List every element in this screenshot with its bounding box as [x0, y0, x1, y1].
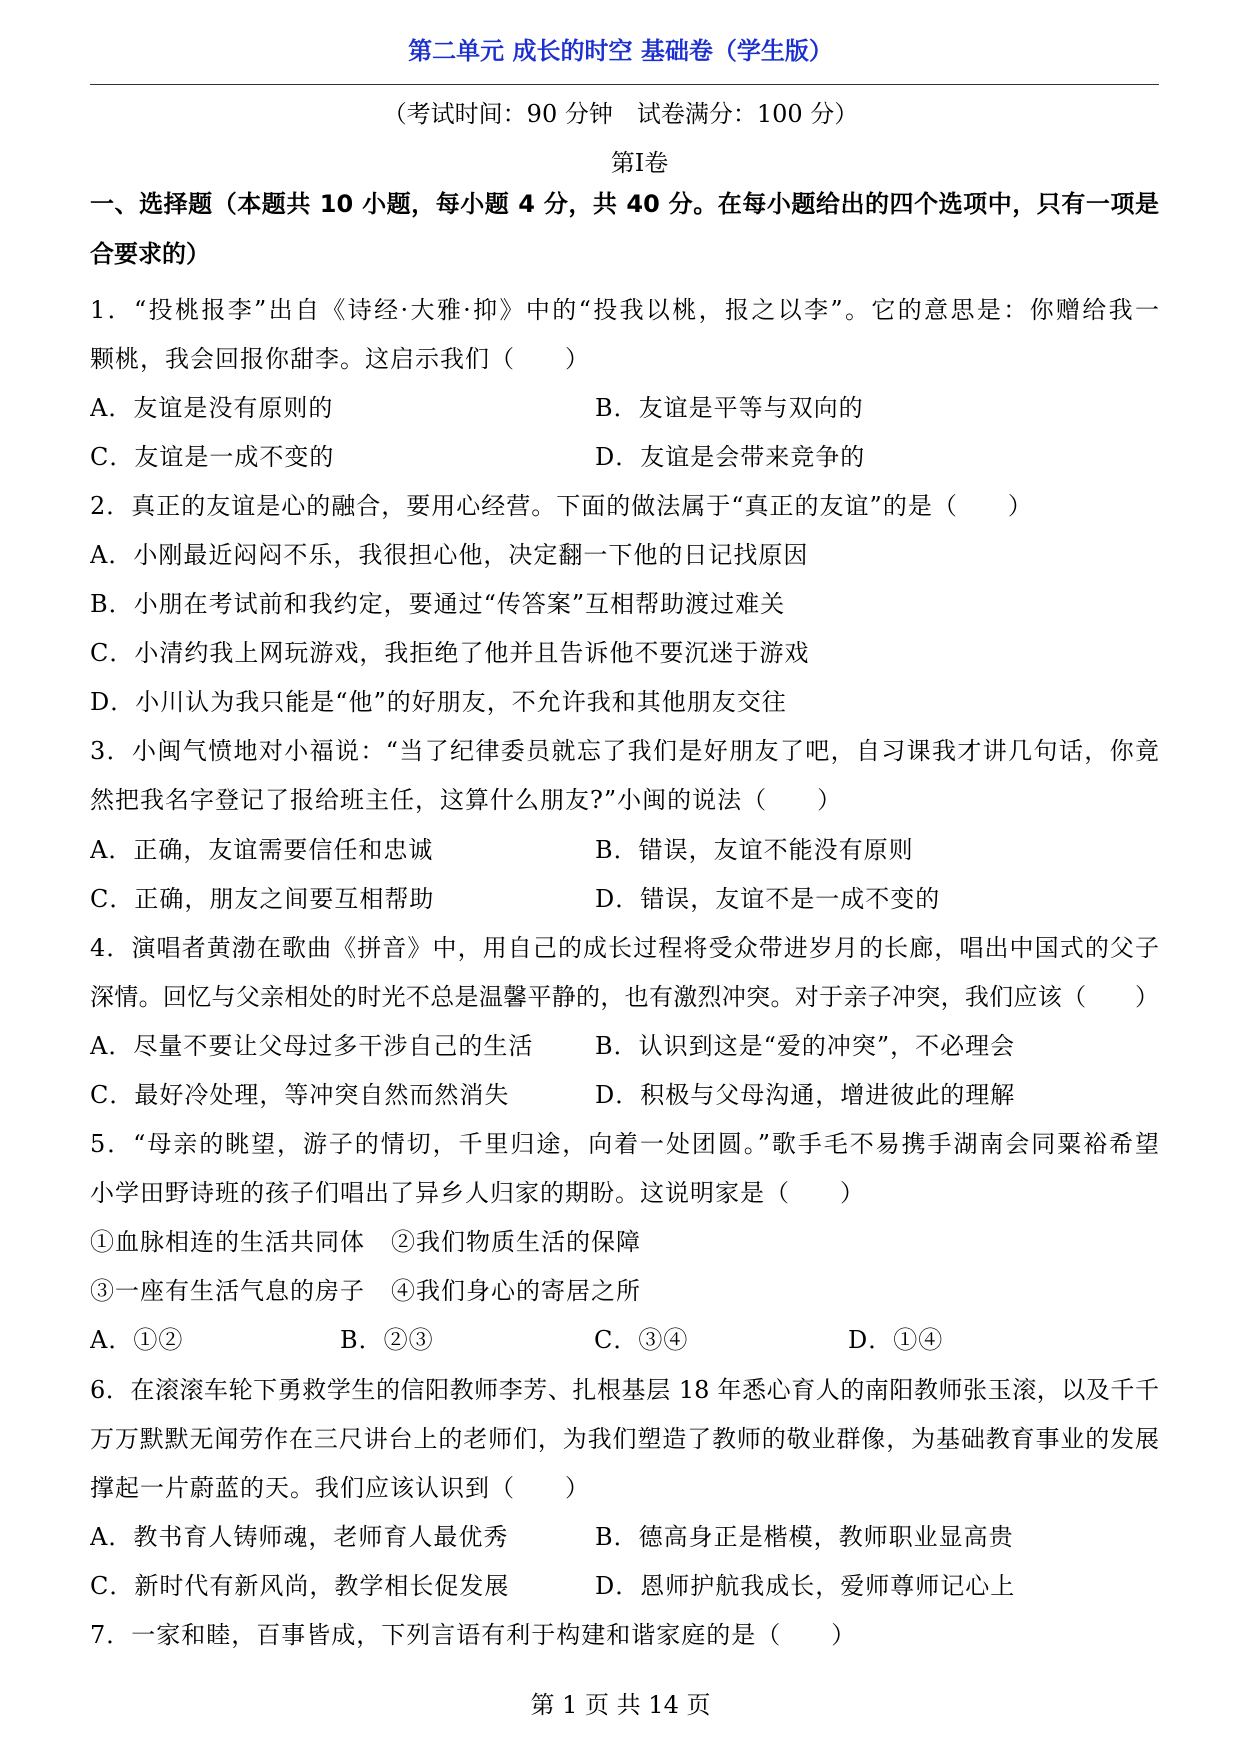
option-label: C． [90, 1571, 135, 1600]
question-stem-line: 小学田野诗班的孩子们唱出了异乡人归家的期盼。这说明家是（ ） [90, 1179, 865, 1208]
options-row [90, 875, 1159, 924]
question-7 [90, 1611, 1159, 1660]
options-row [90, 826, 1159, 875]
question-number: 7． [90, 1621, 132, 1650]
option-label: A． [90, 540, 134, 569]
option-label: C． [90, 1081, 135, 1109]
page-footer: 第 1 页 共 14 页 [530, 1691, 711, 1719]
option-d [90, 678, 1159, 727]
option-text: 德高身正是楷模，教师职业显高贵 [638, 1522, 1014, 1551]
option-label: B． [90, 590, 134, 619]
option-label: B． [595, 1031, 639, 1060]
statement-4: ④我们身心的寄居之所 [391, 1277, 641, 1306]
option-label: B． [595, 393, 639, 422]
option-c [90, 875, 595, 924]
option-label: D． [848, 1326, 894, 1355]
option-label: D． [595, 1081, 641, 1109]
option-c [90, 629, 1159, 678]
option-a [90, 1022, 595, 1071]
option-text: 小川认为我只能是“他”的好朋友，不允许我和其他朋友交往 [135, 688, 787, 717]
options-row [90, 433, 1159, 482]
question-number: 2． [90, 491, 132, 520]
question-stem-line [90, 727, 1159, 776]
option-label: C． [90, 442, 135, 471]
option-label: C． [90, 884, 135, 913]
question-stem-line: 万万默默无闻劳作在三尺讲台上的老师们，为我们塑造了教师的敬业群像，为基础教育事业的发展 [90, 1424, 1159, 1453]
question-stem-text: 真正的友谊是心的融合，要用心经营。下面的做法属于“真正的友谊”的是（ ） [131, 491, 1033, 520]
question-list [90, 286, 1159, 1661]
option-a [90, 384, 595, 433]
option-text: 小刚最近闷闷不乐，我很担心他，决定翻一下他的日记找原因 [133, 540, 809, 569]
option-text: 新时代有新风尚，教学相长促发展 [134, 1571, 510, 1600]
option-d [595, 1071, 1159, 1120]
header-divider [90, 84, 1159, 85]
question-1 [90, 286, 1159, 482]
option-d [595, 433, 1159, 482]
option-text: 错误，友谊不是一成不变的 [640, 884, 941, 913]
question-stem-line: 深情。回忆与父亲相处的时光不总是温馨平静的，也有激烈冲突。对于亲子冲突，我们应该（ ） [90, 982, 1159, 1011]
option-text: 认识到这是“爱的冲突”，不必理会 [638, 1031, 1016, 1060]
question-stem-line: 然把我名字登记了报给班主任，这算什么朋友?”小闽的说法（ ） [90, 786, 843, 815]
option-text: ③④ [638, 1326, 689, 1355]
option-label: D． [595, 1571, 641, 1600]
question-stem-text: 小闽气愤地对小福说：“当了纪律委员就忘了我们是好朋友了吧，自习课我才讲几句话，你竟 [132, 737, 1159, 766]
question-stem-line: 撑起一片蔚蓝的天。我们应该认识到（ ） [90, 1473, 590, 1502]
question-stem-text: 一家和睦，百事皆成，下列言语有利于构建和谐家庭的是（ ） [131, 1621, 857, 1650]
options-row [90, 1562, 1159, 1611]
option-text: ①② [133, 1326, 184, 1355]
question-stem-text: “母亲的眺望，游子的情切，千里归途，向着一处团圆。”歌手毛不易携手湖南会同粟裕希望 [133, 1130, 1159, 1159]
option-text: 正确，友谊需要信任和忠诚 [133, 835, 434, 864]
option-a [90, 826, 595, 875]
option-text: 积极与父母沟通，增进彼此的理解 [640, 1081, 1016, 1109]
option-label: C． [594, 1326, 639, 1355]
option-a [90, 1513, 595, 1562]
statement-2: ②我们物质生活的保障 [391, 1228, 641, 1257]
question-stem-text: 在滚滚车轮下勇救学生的信阳教师李芳、扎根基层 18 年悉心育人的南阳教师张玉滚，以及千千 [130, 1375, 1159, 1404]
question-3 [90, 727, 1159, 923]
option-text: 小朋在考试前和我约定，要通过“传答案”互相帮助渡过难关 [133, 590, 786, 619]
option-label: D． [90, 688, 136, 717]
option-text: 友谊是没有原则的 [133, 393, 334, 422]
option-text: 友谊是平等与双向的 [638, 393, 864, 422]
option-c [594, 1316, 848, 1365]
question-section [90, 179, 1159, 1660]
statement-1: ①血脉相连的生活共同体 [90, 1228, 365, 1257]
question-stem-line [90, 924, 1159, 973]
option-text: 友谊是会带来竞争的 [640, 442, 866, 471]
option-d [595, 875, 1159, 924]
question-stem-line [90, 286, 1159, 335]
option-label: C． [90, 639, 135, 668]
option-label: D． [595, 884, 641, 913]
question-number: 5． [90, 1130, 134, 1159]
option-b [595, 384, 1159, 433]
option-d [595, 1562, 1159, 1611]
option-text: 尽量不要让父母过多干涉自己的生活 [133, 1031, 534, 1060]
question-stem-line [90, 1120, 1159, 1169]
option-text: 最好冷处理，等冲突自然而然消失 [134, 1081, 510, 1109]
question-stem-line: 颗桃，我会回报你甜李。这启示我们（ ） [90, 344, 590, 373]
option-label: B． [595, 1522, 639, 1551]
option-label: B． [340, 1326, 384, 1355]
question-4 [90, 924, 1159, 1120]
option-b [595, 826, 1159, 875]
question-2 [90, 482, 1159, 727]
question-stem-line [90, 1366, 1159, 1415]
question-5 [90, 1120, 1159, 1365]
option-b [595, 1513, 1159, 1562]
option-text: 小清约我上网玩游戏，我拒绝了他并且告诉他不要沉迷于游戏 [134, 639, 810, 668]
option-a [90, 531, 1159, 580]
question-stem-line [90, 482, 1159, 531]
section-heading-continued: 合要求的） [90, 240, 210, 268]
options-row [90, 1071, 1159, 1120]
option-b [90, 580, 1159, 629]
question-stem-text: 演唱者黄渤在歌曲《拼音》中，用自己的成长过程将受众带进岁月的长廊，唱出中国式的父子 [131, 933, 1159, 962]
option-text: 错误，友谊不能没有原则 [638, 835, 914, 864]
option-label: A． [90, 1031, 134, 1060]
question-number: 4． [90, 933, 132, 962]
option-text: 恩师护航我成长，爱师尊师记心上 [640, 1571, 1016, 1600]
statement-3: ③一座有生活气息的房子 [90, 1277, 365, 1306]
option-label: D． [595, 442, 641, 471]
statements-row [90, 1218, 1159, 1267]
option-text: ②③ [383, 1326, 434, 1355]
option-text: 正确，朋友之间要互相帮助 [134, 884, 435, 913]
option-text: 教书育人铸师魂，老师育人最优秀 [133, 1522, 509, 1551]
option-c [90, 433, 595, 482]
question-stem-text: “投桃报李”出自《诗经·大雅·抑》中的“投我以桃，报之以李”。它的意思是：你赠给我一 [134, 295, 1159, 324]
option-b [340, 1316, 594, 1365]
document-title: 第二单元 成长的时空 基础卷（学生版） [408, 37, 833, 65]
options-row [90, 1316, 1159, 1365]
option-label: B． [595, 835, 639, 864]
option-d [848, 1316, 1159, 1365]
option-label: A． [90, 1326, 134, 1355]
question-number: 1． [90, 295, 134, 324]
question-6 [90, 1366, 1159, 1611]
option-a [90, 1316, 340, 1365]
option-b [595, 1022, 1159, 1071]
option-text: ①④ [893, 1326, 944, 1355]
options-row [90, 1022, 1159, 1071]
question-number: 3． [90, 737, 133, 766]
exam-info: （考试时间：90 分钟 试卷满分：100 分） [382, 100, 859, 128]
option-c [90, 1562, 595, 1611]
question-number: 6． [90, 1375, 131, 1404]
volume-label: 第I卷 [610, 149, 669, 177]
options-row [90, 1513, 1159, 1562]
option-c [90, 1071, 595, 1120]
option-text: 友谊是一成不变的 [134, 442, 335, 471]
section-heading: 一、选择题（本题共 10 小题，每小题 4 分，共 40 分。在每小题给出的四个选项中，只有一项是 [90, 190, 1159, 218]
option-label: A． [90, 393, 134, 422]
option-label: A． [90, 1522, 134, 1551]
question-stem-line [90, 1611, 1159, 1660]
options-row [90, 384, 1159, 433]
statements-row [90, 1267, 1159, 1316]
option-label: A． [90, 835, 134, 864]
